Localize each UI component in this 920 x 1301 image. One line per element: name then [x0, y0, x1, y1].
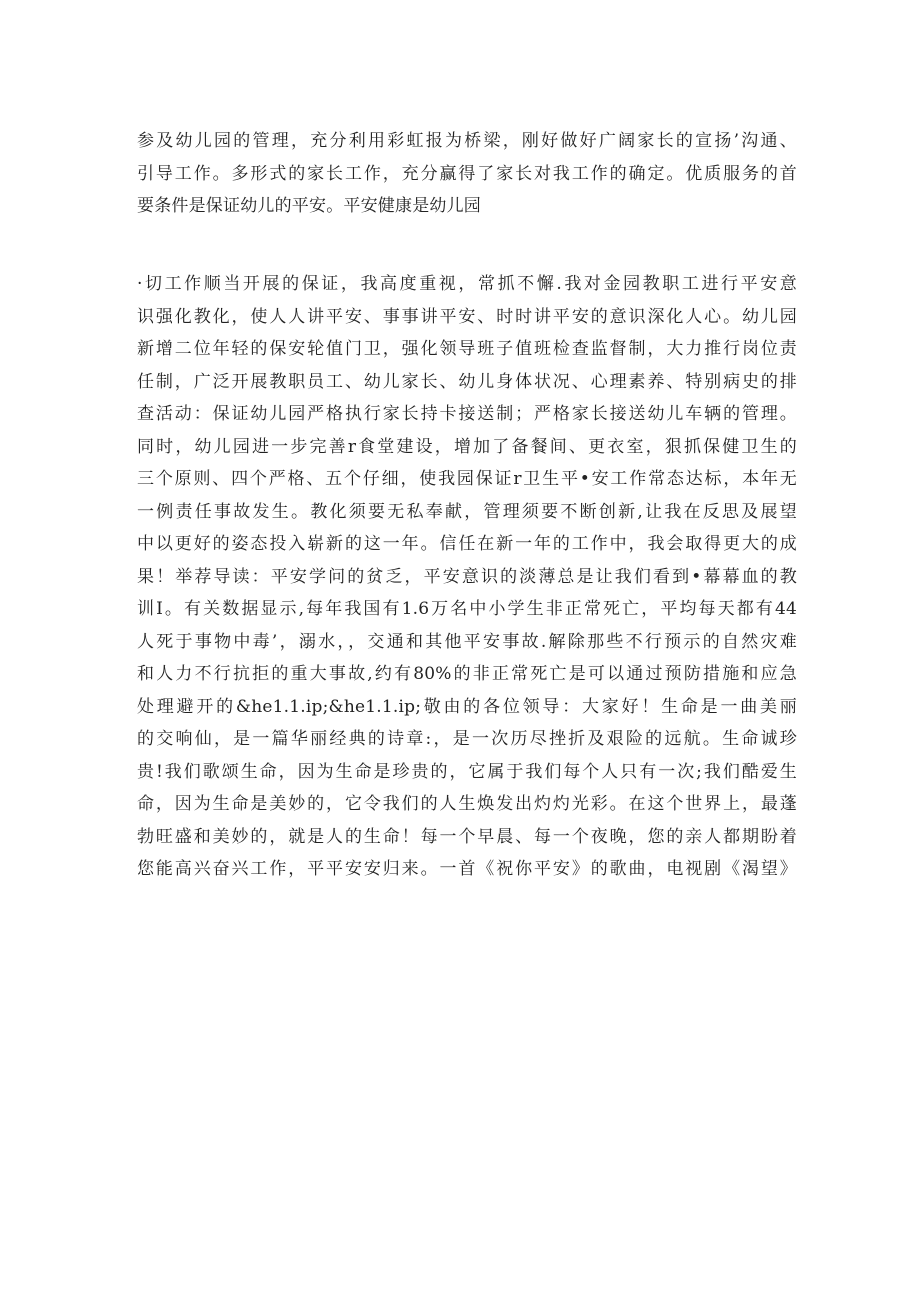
- text-line: 勃旺盛和美妙的，就是人的生命！每一个早晨、每一个夜晚，您的亲人都期盼着: [137, 826, 797, 847]
- text-line: ·切工作顺当开展的保证，我高度重视，常抓不懈.我对金园教职工进行平安意: [137, 274, 797, 294]
- text-line: 命，因为生命是美妙的，它令我们的人生焕发出灼灼光彩。在这个世界上，最蓬: [137, 794, 797, 814]
- text-line: 中以更好的姿态投入崭新的这一年。信任在新一年的工作中，我会取得更大的成: [137, 534, 797, 554]
- text-line: 贵!我们歌颂生命，因为生命是珍贵的，它属于我们每个人只有一次;我们酷爱生: [137, 761, 797, 782]
- text-line: 要条件是保证幼儿的平安。平安健康是幼儿园: [137, 196, 481, 216]
- text-line: 一例责任事故发生。教化须要无私奉献，管理须要不断创新,让我在反思及展望: [137, 501, 797, 522]
- text-line: 人死于事物中毒’，溺水，，交通和其他平安事故.解除那些不行预示的自然灾难: [137, 631, 797, 652]
- text-line: 三个原则、四个严格、五个仔细，使我园保证r卫生平•安工作常态达标，本年无: [137, 469, 797, 489]
- text-line: 训I。有关数据显示,每年我国有1.6万名中小学生非正常死亡，平均每天都有44: [137, 599, 797, 619]
- paragraph-2: [137, 268, 797, 886]
- text-line: 新增二位年轻的保安轮值门卫，强化领导班子值班检查监督制，大力推行岗位责: [137, 339, 797, 359]
- paragraph-1: [137, 125, 797, 223]
- text-line: 处理避开的&he1.1.ip;&he1.1.ip;敬由的各位领导：大家好！生命是一曲美丽: [137, 696, 797, 717]
- text-line: 查活动：保证幼儿园严格执行家长持卡接送制；严格家长接送幼儿车辆的管理。: [137, 404, 797, 424]
- text-line: 识强化教化，使人人讲平安、事事讲平安、时时讲平安的意识深化人心。幼儿园: [137, 306, 797, 327]
- text-line: 果！举荐导读：平安学问的贫乏，平安意识的淡薄总是让我们看到•幕幕血的教: [137, 566, 797, 587]
- text-line: 参及幼儿园的管理，充分利用彩虹报为桥梁，刚好做好广阔家长的宣扬’沟通、: [137, 131, 797, 151]
- text-line: 的交响仙，是一篇华丽经典的诗章:，是一次历尽挫折及艰险的远航。生命诚珍: [137, 729, 797, 749]
- text-line: 您能高兴奋兴工作，平平安安归来。一首《祝你平安》的歌曲，电视剧《渴望》: [137, 859, 797, 879]
- text-line: 同时，幼儿园进一步完善r食堂建设，增加了备餐间、更衣室，狠抓保健卫生的: [137, 436, 797, 457]
- text-line: 和人力不行抗拒的重大事故,约有80%的非正常死亡是可以通过预防措施和应急: [137, 664, 797, 684]
- text-line: 任制，广泛开展教职员工、幼儿家长、幼儿身体状况、心理素养、特别病史的排: [137, 371, 797, 392]
- text-line: 引导工作。多形式的家长工作，充分赢得了家长对我工作的确定。优质服务的首: [137, 163, 797, 184]
